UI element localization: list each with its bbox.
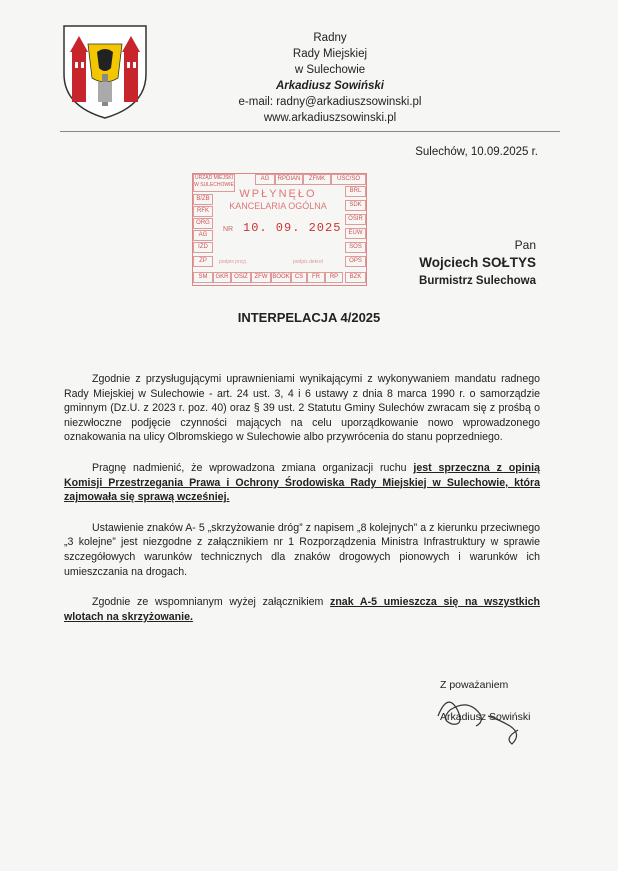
sender-website[interactable]: www.arkadiuszsowinski.pl: [263, 112, 397, 124]
recipient-name: Wojciech SOŁTYS: [419, 255, 536, 270]
stamp-cell: RP: [325, 272, 343, 283]
paragraph-4-emphasis: znak A-5 umieszcza się na wszystkich wlotach na skrzyżowanie.: [64, 596, 540, 623]
stamp-cell: ORG: [193, 218, 213, 229]
registry-stamp: [192, 173, 367, 286]
stamp-signature-label: podpis przyj.: [219, 259, 248, 265]
stamp-received: WPŁYNĘŁO: [239, 188, 317, 200]
stamp-cell: FR: [307, 272, 325, 283]
stamp-nr: NR: [223, 226, 234, 233]
recipient-salutation: Pan: [514, 238, 536, 252]
stamp-cell: RPDIAN: [275, 174, 303, 185]
header-line-3: w Sulechowie: [294, 64, 366, 76]
stamp-delivery-label: podpis dekret: [293, 259, 324, 265]
paragraph-4: [64, 595, 540, 624]
stamp-cell: URZĄD MIEJSKI W SULECHOWIE: [193, 174, 235, 192]
header-line-1: Radny: [313, 32, 347, 44]
stamp-cell: AG: [255, 174, 275, 185]
paragraph-1: Zgodnie z przysługującymi uprawnieniami wynikającymi z wykonywaniem mandatu radnego Rady Miejskiej w Sulechowie - art. 24 ust. 3, 4 i 6 ustawy z dnia 8 marca 1990 r. o samorządzie gminnym (Dz.U. z 2023 r. poz. 40) oraz § 39 ust. 2 Statutu Gminy Sulechów zwracam się z prośbą o niezwłoczne podjęcie czynności mających na celu uporządkowanie nowo wprowadzonego oznakowania na ulicy Olbromskiego w Sulechowie albo przywrócenia do stanu poprzedniego.: [64, 373, 540, 444]
stamp-cell: BZK: [345, 272, 366, 283]
stamp-cell: AG: [193, 230, 213, 241]
header-line-2: Rady Miejskiej: [292, 48, 368, 60]
stamp-cell: RFK: [193, 206, 213, 217]
header-divider: [60, 131, 560, 132]
stamp-cell: IZD: [193, 242, 213, 253]
letter-body: [64, 372, 540, 635]
stamp-cell: B/ZB: [193, 194, 213, 205]
stamp-cell: OPS: [345, 256, 366, 267]
sender-email[interactable]: e-mail: radny@arkadiuszsowinski.pl: [238, 96, 422, 108]
sender-name: Arkadiusz Sowiński: [275, 80, 384, 92]
stamp-cell: GKR: [213, 272, 231, 283]
stamp-date: 10. 09. 2025: [243, 221, 342, 235]
paragraph-4-text: Zgodnie ze wspomnianym wyżej załącznikiem: [92, 596, 331, 609]
recipient-block: [380, 236, 536, 290]
stamp-cell: USC/SO: [331, 174, 366, 185]
letter-date: Sulechów, 10.09.2025 r.: [415, 146, 538, 158]
paragraph-2-text: Pragnę nadmienić, że wprowadzona zmiana organizacji ruchu: [92, 461, 414, 474]
stamp-cell: SOS: [345, 242, 366, 253]
stamp-cell: ZFW: [251, 272, 271, 283]
paragraph-2: [64, 461, 540, 505]
closing-phrase: Z poważaniem: [440, 679, 509, 691]
coat-of-arms-icon: [62, 22, 148, 120]
stamp-office: KANCELARIA OGÓLNA: [229, 201, 327, 211]
paragraph-2-emphasis: jest sprzeczna z opinią Komisji Przestrzegania Prawa i Ochrony Środowiska Rady Miejskiej w Sulechowie, która zajmowała się sprawą wcześniej.: [64, 461, 540, 504]
stamp-cell: BOOK: [271, 272, 291, 283]
stamp-cell: OSIR: [345, 214, 366, 225]
recipient-title: Burmistrz Sulechowa: [419, 275, 536, 287]
stamp-cell: SDK: [345, 200, 366, 211]
sender-header: [200, 30, 460, 126]
stamp-cell: ZP: [193, 256, 213, 267]
stamp-cell: EUW: [345, 228, 366, 239]
stamp-cell: CS: [291, 272, 307, 283]
stamp-cell: ZFMK: [303, 174, 331, 185]
signer-name: Arkadiusz Sowiński: [440, 711, 531, 723]
stamp-cell: BRL: [345, 186, 366, 197]
document-title: INTERPELACJA 4/2025: [237, 310, 381, 325]
stamp-cell: SM: [193, 272, 213, 283]
stamp-cell: OSiZ: [231, 272, 251, 283]
paragraph-3: Ustawienie znaków A- 5 „skrzyżowanie dróg” z napisem „8 kolejnych” a z kierunku przeciwnego „3 kolejne” jest niezgodne z załącznikiem nr 1 Rozporządzenia Ministra Infrastruktury w sprawie szczegółowych warunków technicznych dla znaków drogowych pionowych i warunków ich umieszczania na drogach.: [64, 521, 540, 578]
